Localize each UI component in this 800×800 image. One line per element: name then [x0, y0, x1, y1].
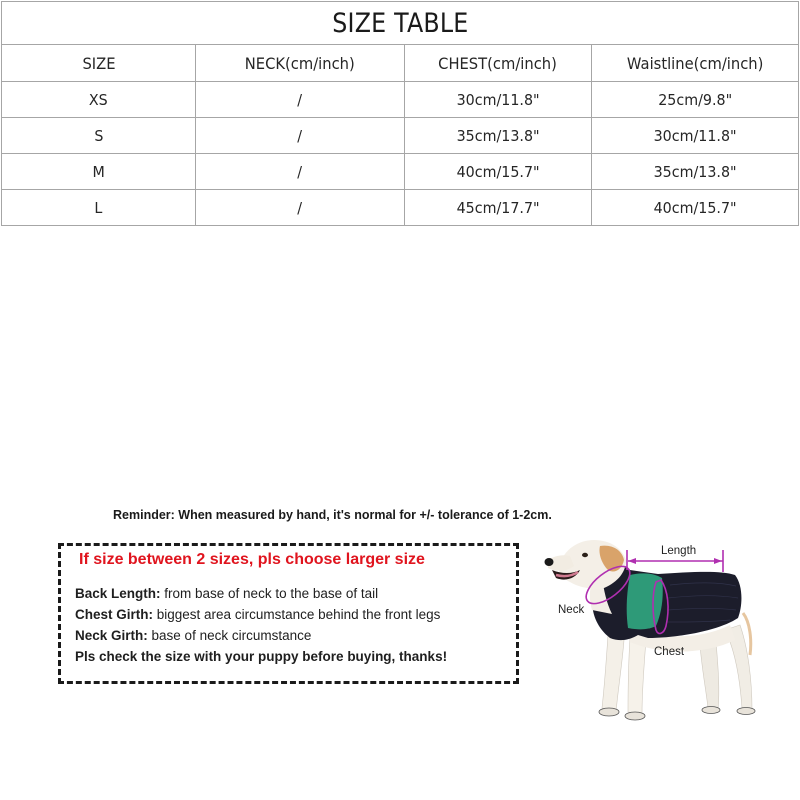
column-header-label: Waistline(cm/inch)	[626, 53, 764, 73]
table-header-row	[2, 45, 799, 82]
cell-neck	[195, 190, 404, 226]
cell-waist	[591, 154, 798, 190]
column-header-neck	[195, 45, 404, 82]
cell-chest	[404, 190, 591, 226]
cell-text: /	[297, 126, 303, 145]
cell-text: 40cm/15.7"	[653, 198, 737, 217]
table-row	[2, 82, 799, 118]
column-header-label: NECK(cm/inch)	[244, 53, 355, 73]
cell-text: 40cm/15.7"	[456, 162, 540, 181]
definition-desc: from base of neck to the base of tail	[160, 586, 379, 601]
cell-chest	[404, 82, 591, 118]
definition-back-length	[75, 583, 447, 604]
cell-text: 25cm/9.8"	[657, 90, 732, 109]
cell-waist	[591, 118, 798, 154]
neck-label: Neck	[558, 604, 585, 616]
cell-neck	[195, 154, 404, 190]
sizing-note-box	[58, 543, 519, 684]
cell-text: 35cm/13.8"	[653, 162, 737, 181]
cell-chest	[404, 118, 591, 154]
cell-chest	[404, 154, 591, 190]
cell-waist	[591, 82, 798, 118]
chest-label: Chest	[654, 646, 685, 658]
cell-size	[2, 82, 196, 118]
column-header-label: SIZE	[81, 53, 116, 73]
column-header-label: CHEST(cm/inch)	[438, 53, 558, 73]
measurement-definitions	[75, 583, 447, 667]
cell-text: /	[297, 198, 303, 217]
cell-text: S	[93, 126, 103, 145]
definition-desc: biggest area circumstance behind the front legs	[153, 607, 441, 622]
cell-text: 45cm/17.7"	[456, 198, 540, 217]
definition-neck-girth	[75, 625, 447, 646]
cell-text: 30cm/11.8"	[456, 90, 540, 109]
dog-measurement-illustration	[530, 530, 770, 730]
table-row	[2, 190, 799, 226]
table-row	[2, 154, 799, 190]
column-header-size	[2, 45, 196, 82]
definition-chest-girth	[75, 604, 447, 625]
cell-text: M	[92, 162, 105, 181]
dog-illustration-icon	[530, 530, 770, 730]
cell-size	[2, 190, 196, 226]
cell-text: /	[297, 90, 303, 109]
table-title-text: SIZE TABLE	[331, 7, 469, 39]
table-title	[2, 2, 799, 45]
closing-note: Pls check the size with your puppy before buying, thanks!	[75, 649, 448, 664]
cell-neck	[195, 82, 404, 118]
definition-term: Chest Girth:	[75, 607, 154, 622]
cell-text: 30cm/11.8"	[653, 126, 737, 145]
cell-waist	[591, 190, 798, 226]
column-header-waistline	[591, 45, 798, 82]
cell-text: L	[94, 198, 103, 217]
definition-desc: base of neck circumstance	[147, 628, 312, 643]
tolerance-reminder: Reminder: When measured by hand, it's normal for +/- tolerance of 1-2cm.	[113, 508, 552, 522]
size-table	[1, 1, 799, 226]
column-header-chest	[404, 45, 591, 82]
definition-term: Neck Girth:	[75, 628, 148, 643]
table-row	[2, 118, 799, 154]
cell-text: /	[297, 162, 303, 181]
definition-term: Back Length:	[75, 586, 161, 601]
size-advice-headline: If size between 2 sizes, pls choose larger size	[79, 551, 425, 568]
cell-neck	[195, 118, 404, 154]
length-label: Length	[661, 545, 697, 557]
cell-size	[2, 154, 196, 190]
cell-size	[2, 118, 196, 154]
cell-text: XS	[89, 90, 108, 109]
cell-text: 35cm/13.8"	[456, 126, 540, 145]
